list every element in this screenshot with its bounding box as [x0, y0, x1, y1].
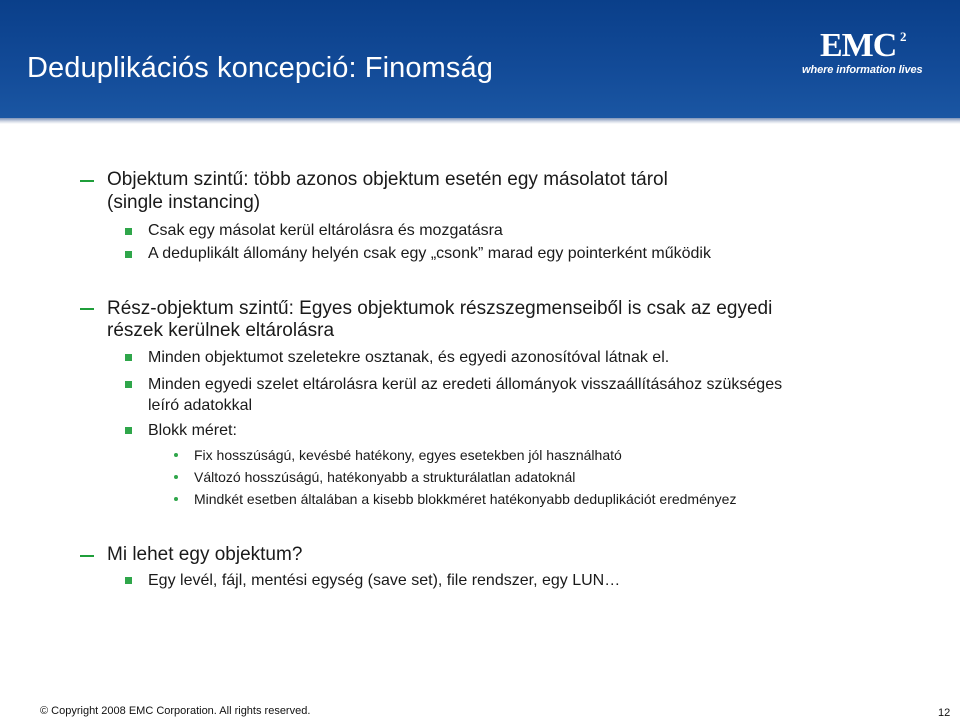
level2-text: Egy levél, fájl, mentési egység (save set), file rendszer, egy LUN…	[148, 572, 621, 589]
level2-text: Csak egy másolat kerül eltárolásra és mozgatásra	[148, 222, 503, 239]
level1-text: Mi lehet egy objektum?	[107, 544, 303, 565]
level1-text-continued: részek kerülnek eltárolásra	[107, 320, 335, 341]
level3-text: Mindkét esetben általában a kisebb blokkméret hatékonyabb deduplikációt eredményez	[194, 491, 737, 507]
level3-text: Változó hosszúságú, hatékonyabb a strukturálatlan adatoknál	[194, 469, 576, 485]
dash-bullet-icon	[80, 555, 94, 557]
slide-header	[0, 0, 960, 118]
level2-text: Blokk méret:	[148, 422, 237, 439]
page-number: 12	[938, 707, 951, 719]
level2-text: A deduplikált állomány helyén csak egy „csonk” marad egy pointerként működik	[148, 245, 711, 262]
emc-logo	[802, 28, 932, 80]
level1-text: Rész-objektum szintű: Egyes objektumok részszegmenseiből is csak az egyedi	[107, 298, 773, 319]
dot-bullet-icon	[174, 453, 178, 457]
square-bullet-icon	[125, 354, 132, 361]
footer-copyright: © Copyright 2008 EMC Corporation. All rights reserved.	[40, 705, 311, 717]
level1-text: Objektum szintű: több azonos objektum esetén egy másolatot tárol	[107, 169, 668, 190]
level2-text: Minden objektumot szeletekre osztanak, és egyedi azonosítóval látnak el.	[148, 349, 670, 366]
square-bullet-icon	[125, 577, 132, 584]
dash-bullet-icon	[80, 308, 94, 310]
level2-text: Minden egyedi szelet eltárolásra kerül az eredeti állományok visszaállításához szükséges	[148, 376, 783, 393]
dot-bullet-icon	[174, 475, 178, 479]
logo-tagline: where information lives	[802, 64, 923, 76]
slide-title: Deduplikációs koncepció: Finomság	[27, 52, 493, 84]
square-bullet-icon	[125, 228, 132, 235]
level3-text: Fix hosszúságú, kevésbé hatékony, egyes esetekben jól használható	[194, 447, 622, 463]
level1-text-continued: (single instancing)	[107, 192, 261, 213]
level2-text-continued: leíró adatokkal	[148, 397, 253, 414]
square-bullet-icon	[125, 427, 132, 434]
dash-bullet-icon	[80, 180, 94, 182]
dot-bullet-icon	[174, 497, 178, 501]
logo-superscript: 2	[900, 29, 907, 44]
header-divider	[0, 118, 960, 124]
square-bullet-icon	[125, 381, 132, 388]
logo-mark: EMC	[820, 27, 897, 64]
square-bullet-icon	[125, 251, 132, 258]
